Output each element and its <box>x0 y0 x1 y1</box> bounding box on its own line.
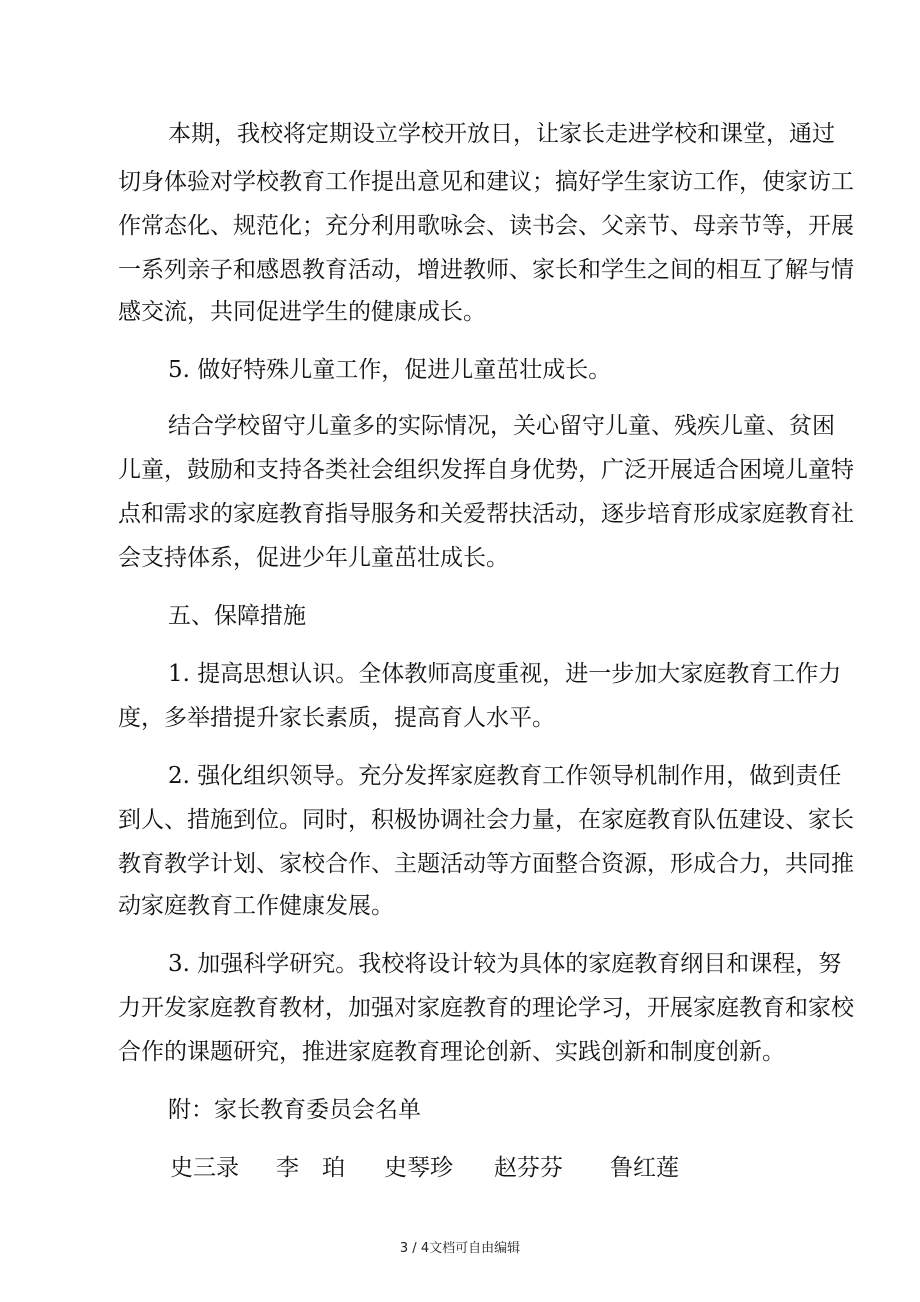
measure-3-line-2: 力开发家庭教育教材，加强对家庭教育的理论学习，开展家庭教育和家校 <box>118 995 854 1021</box>
committee-name-5: 鲁红莲 <box>610 1155 679 1181</box>
paragraph-1-line-5: 感交流，共同促进学生的健康成长。 <box>118 299 486 325</box>
committee-name-1: 史三录 <box>170 1155 239 1181</box>
measure-1-line-1: 1. 提高思想认识。全体教师高度重视，进一步加大家庭教育工作力 <box>168 661 842 687</box>
paragraph-1-line-1: 本期，我校将定期设立学校开放日，让家长走进学校和课堂，通过 <box>168 121 835 147</box>
measure-2-line-3: 教育教学计划、家校合作、主题活动等方面整合资源，形成合力，共同推 <box>118 851 854 877</box>
section-heading-5: 五、保障措施 <box>168 603 306 629</box>
section-item-5-heading: 5. 做好特殊儿童工作，促进儿童茁壮成长。 <box>168 357 612 383</box>
measure-1-line-2: 度，多举措提升家长素质，提高育人水平。 <box>118 705 555 731</box>
paragraph-1-line-3: 作常态化、规范化；充分利用歌咏会、读书会、父亲节、母亲节等，开展 <box>118 213 854 239</box>
paragraph-3-line-3: 点和需求的家庭教育指导服务和关爱帮扶活动，逐步培育形成家庭教育社 <box>118 501 854 527</box>
paragraph-3-line-2: 儿童，鼓励和支持各类社会组织发挥自身优势，广泛开展适合困境儿童特 <box>118 457 854 483</box>
paragraph-3-line-4: 会支持体系，促进少年儿童茁壮成长。 <box>118 545 509 571</box>
paragraph-1-line-4: 一系列亲子和感恩教育活动，增进教师、家长和学生之间的相互了解与情 <box>118 257 854 283</box>
page-footer: 3 / 4文档可自由编辑 <box>399 1241 521 1256</box>
committee-name-3: 史琴珍 <box>384 1155 453 1181</box>
committee-name-4: 赵芬芬 <box>494 1155 563 1181</box>
paragraph-1-line-2: 切身体验对学校教育工作提出意见和建议；搞好学生家访工作，使家访工 <box>118 169 854 195</box>
measure-3-line-1: 3. 加强科学研究。我校将设计较为具体的家庭教育纲目和课程，努 <box>168 951 842 977</box>
measure-3-line-3: 合作的课题研究，推进家庭教育理论创新、实践创新和制度创新。 <box>118 1039 785 1065</box>
committee-name-2: 李 珀 <box>276 1155 345 1181</box>
measure-2-line-2: 到人、措施到位。同时，积极协调社会力量，在家庭教育队伍建设、家长 <box>118 807 854 833</box>
paragraph-3-line-1: 结合学校留守儿童多的实际情况，关心留守儿童、残疾儿童、贫困 <box>168 413 835 439</box>
measure-2-line-4: 动家庭教育工作健康发展。 <box>118 893 394 919</box>
appendix-heading: 附：家长教育委员会名单 <box>168 1097 421 1123</box>
measure-2-line-1: 2. 强化组织领导。充分发挥家庭教育工作领导机制作用，做到责任 <box>168 763 842 789</box>
